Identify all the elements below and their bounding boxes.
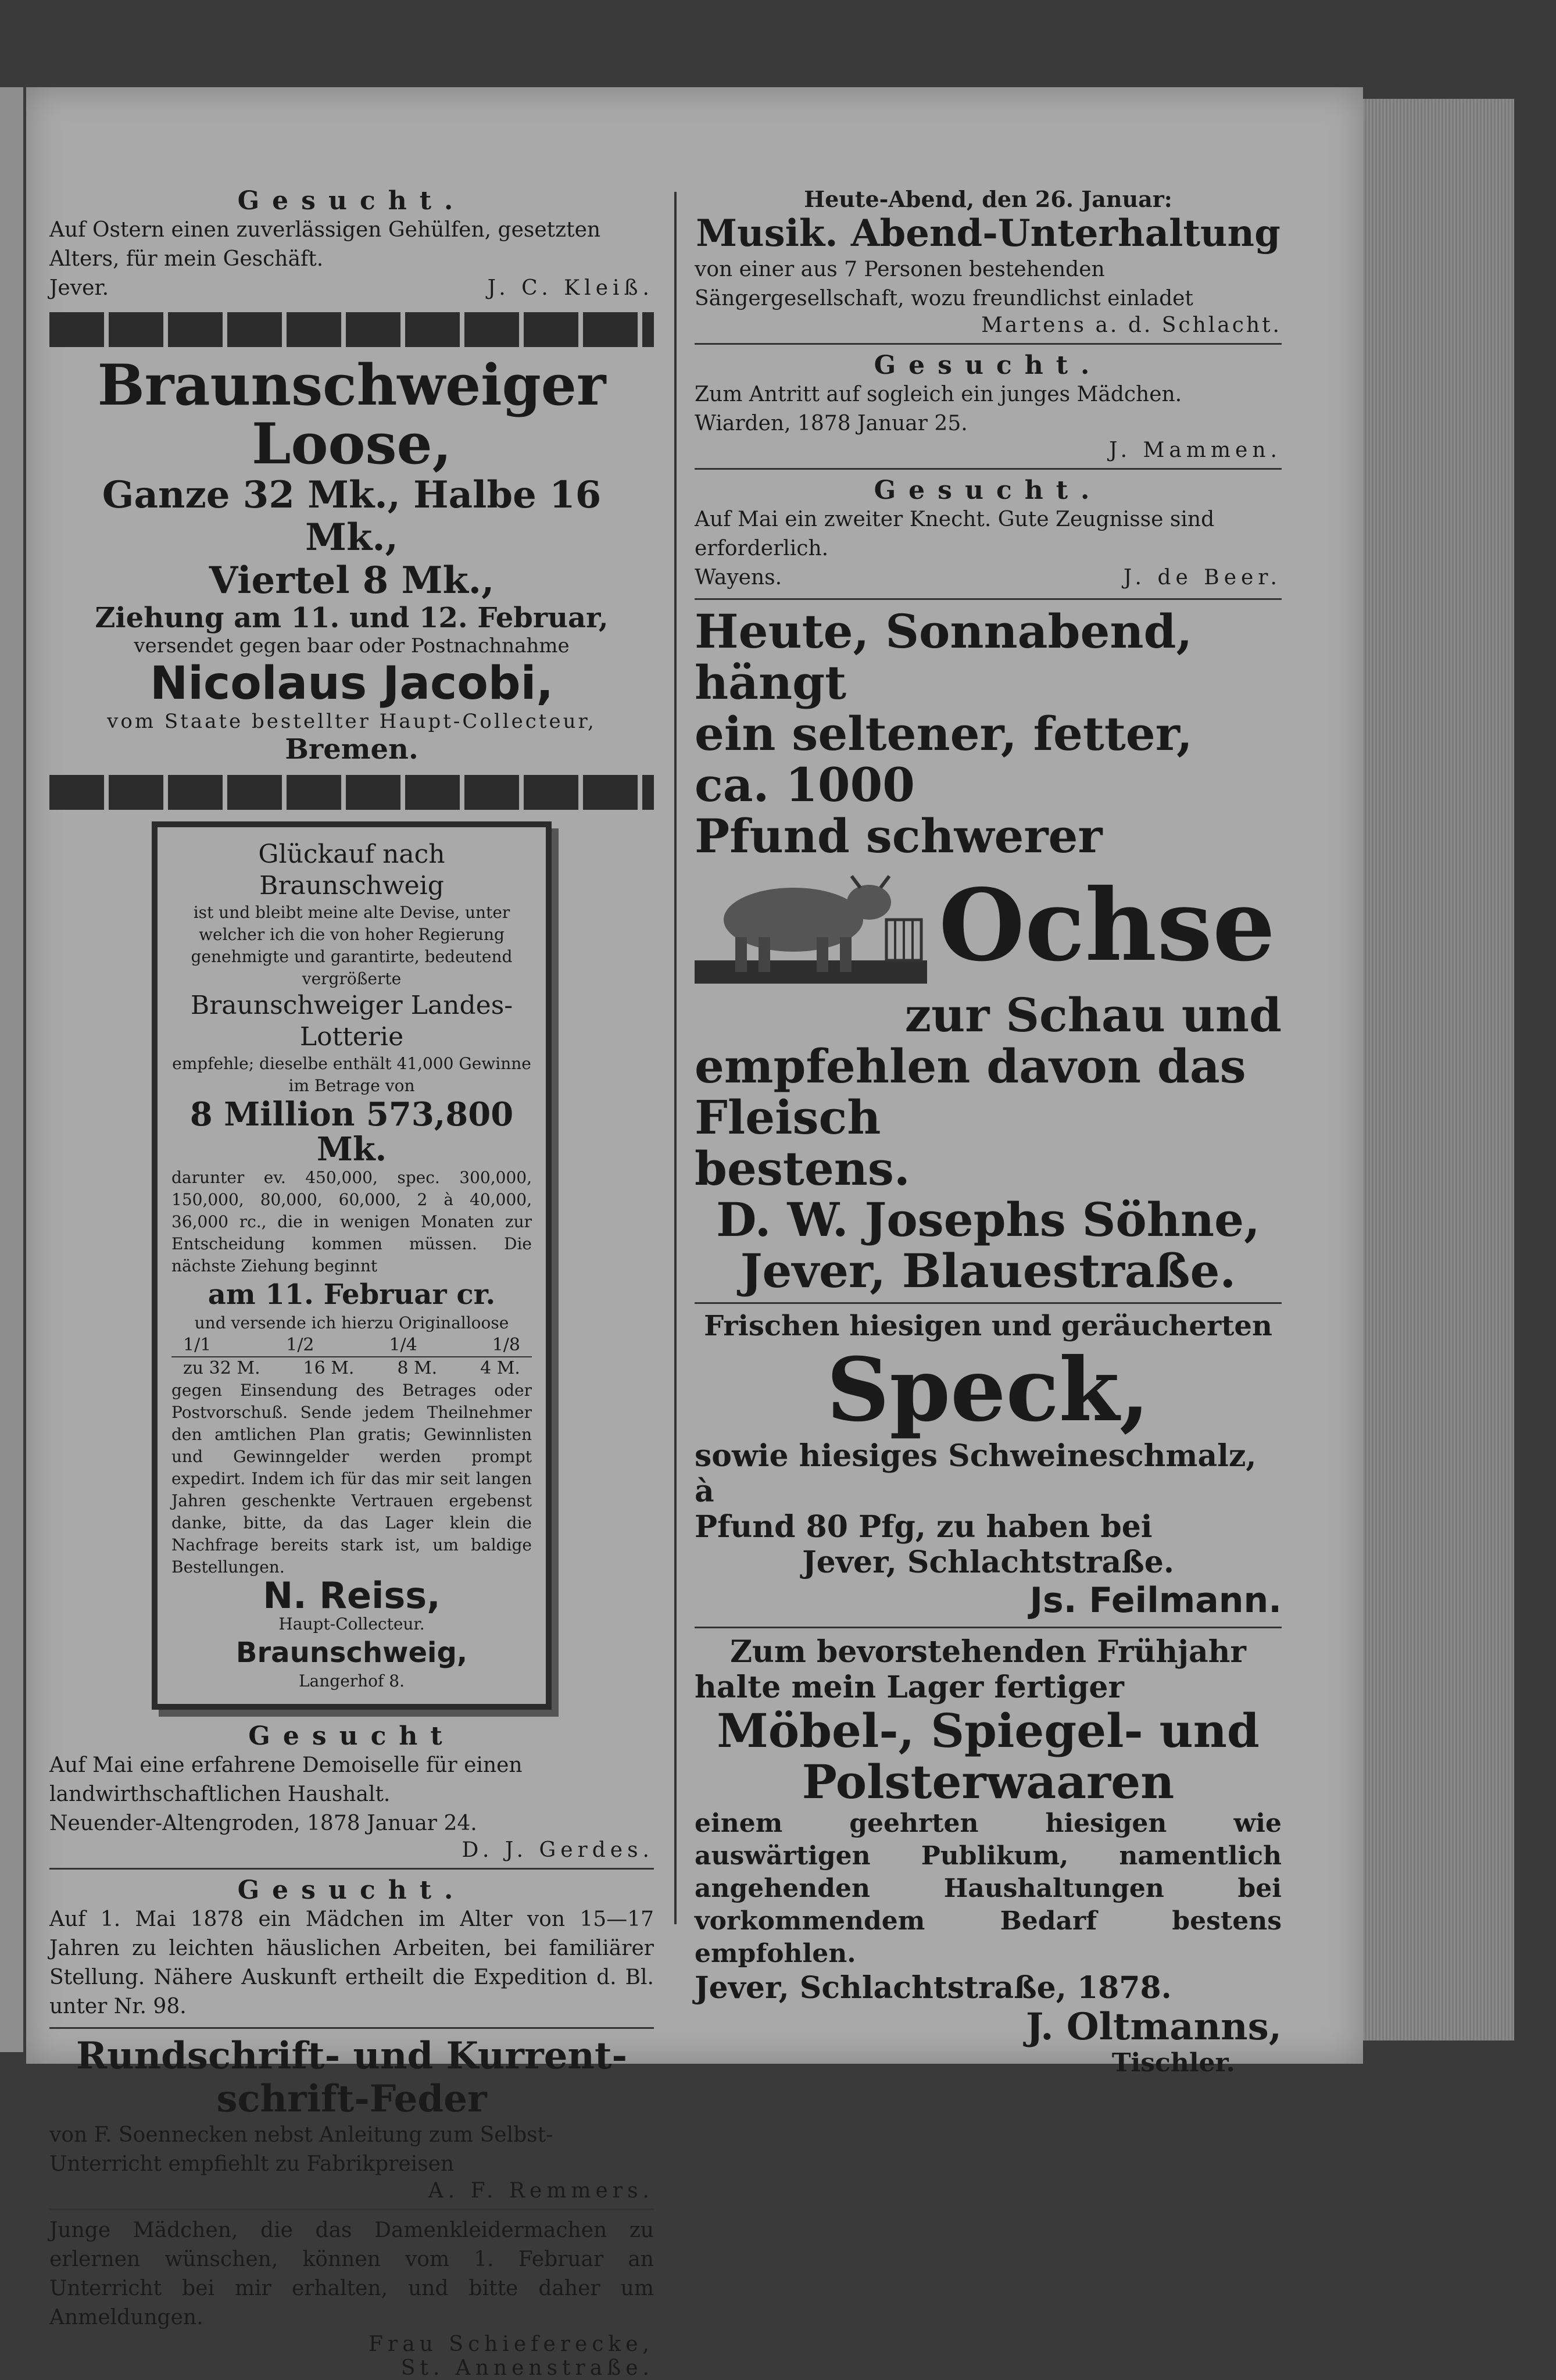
ad-title: Musik. Abend-Unterhaltung bbox=[696, 212, 1280, 255]
ad-line: halte mein Lager fertiger bbox=[695, 1669, 1124, 1705]
ad-feder bbox=[49, 2035, 654, 2202]
ox-illustration-icon bbox=[695, 862, 927, 989]
fraction: 1/1 bbox=[183, 1335, 212, 1356]
divider bbox=[49, 1868, 654, 1870]
fraction: 1/2 bbox=[286, 1335, 314, 1356]
divider bbox=[695, 1627, 1282, 1628]
ad-closing: gegen Einsendung des Betrages oder Postvorschuß. Sende jedem Theilnehmer den amtlichen Plan gratis; Gewinnlisten und Gewinngelder werden prompt expedirt. Indem ich für das mir seit langen Jahren geschenkte Vertrauen ergebenst danke, bitte, da das Lager klein die Nachfrage bereits stark ist, um baldige Bestellungen. bbox=[171, 1381, 532, 1577]
divider bbox=[49, 2209, 654, 2210]
ad-line: Zum bevorstehenden Frühjahr bbox=[730, 1634, 1246, 1670]
ad-city: Bremen. bbox=[285, 733, 418, 766]
ad-body: Auf Ostern einen zuverlässigen Gehülfen, gesetzten Alters, für mein Geschäft. bbox=[49, 218, 601, 271]
ad-signature: J. Mammen. bbox=[1108, 438, 1282, 462]
ad-title-line1: Rundschrift- und Kurrent- bbox=[76, 2034, 628, 2078]
ad-prices-quarter: Viertel 8 Mk., bbox=[209, 558, 495, 602]
ad-place: Jever, Schlachtstraße, 1878. bbox=[695, 1970, 1172, 2006]
ad-lottery-box bbox=[152, 821, 552, 1710]
ad-line: Pfund 80 Pfg, zu haben bei bbox=[695, 1509, 1153, 1545]
price: 16 M. bbox=[303, 1358, 355, 1379]
ad-heading: Gesucht. bbox=[237, 1875, 466, 1906]
ad-heading: Gesucht. bbox=[874, 350, 1103, 380]
divider bbox=[695, 598, 1282, 600]
ad-line: sowie hiesiges Schweineschmalz, à bbox=[695, 1438, 1257, 1509]
ad-line: bestens. bbox=[695, 1141, 910, 1196]
divider bbox=[695, 343, 1282, 345]
ad-signature: A. F. Remmers. bbox=[428, 2178, 654, 2203]
ad-draw-date: Ziehung am 11. und 12. Februar, bbox=[95, 602, 609, 635]
ad-big-word: Speck, bbox=[826, 1338, 1150, 1441]
ad-name: J. Oltmanns, bbox=[1025, 2004, 1282, 2049]
ad-line: Heute, Sonnabend, hängt bbox=[695, 603, 1193, 710]
ad-heading: Gesucht. bbox=[237, 186, 466, 216]
ad-name: N. Reiss, bbox=[263, 1574, 441, 1617]
ad-name: Nicolaus Jacobi, bbox=[149, 657, 553, 710]
ad-big-word: Ochse bbox=[939, 867, 1276, 984]
ad-body: Junge Mädchen, die das Damenkleidermachen zu erlernen wünschen, können vom 1. Februar an Unterricht bei mir erhalten, und bitte daher um Anmeldungen. bbox=[49, 2218, 654, 2329]
divider bbox=[49, 2027, 654, 2029]
ad-musik-abend bbox=[695, 186, 1282, 337]
ad-body: einem geehrten hiesigen wie auswärtigen Publikum, namentlich angehenden Haushaltungen bei vorkommendem Bedarf bestens empfohlen. bbox=[695, 1808, 1282, 1968]
ad-signature: Frau Schieferecke, bbox=[369, 2332, 654, 2356]
ad-gesucht-beer bbox=[695, 476, 1282, 592]
ad-line: empfehlen davon das Fleisch bbox=[695, 1038, 1246, 1145]
fraction: 1/8 bbox=[492, 1335, 520, 1356]
ad-body: Auf Mai eine erfahrene Demoiselle für einen landwirthschaftlichen Haushalt. bbox=[49, 1753, 523, 1807]
ad-ochse bbox=[695, 603, 1282, 1298]
ad-big-line: Polsterwaaren bbox=[802, 1754, 1175, 1809]
price: 8 M. bbox=[397, 1358, 438, 1379]
ad-gesucht-mammen bbox=[695, 351, 1282, 462]
ad-signature: J. de Beer. bbox=[1123, 565, 1282, 589]
price: zu 32 M. bbox=[183, 1358, 260, 1379]
fraction: 1/4 bbox=[389, 1335, 417, 1356]
ad-detail: darunter ev. 450,000, spec. 300,000, 150,000, 80,000, 60,000, 2 à 40,000, 36,000 rc., die in wenigen Monaten zur Entscheidung kommen müssen. Die nächste Ziehung beginnt bbox=[171, 1168, 532, 1276]
column-divider bbox=[674, 192, 677, 1924]
ad-role: vom Staate bestellter Haupt-Collecteur, bbox=[107, 710, 596, 734]
ad-city: Braunschweig, bbox=[235, 1636, 468, 1670]
ad-signature: D. J. Gerdes. bbox=[462, 1838, 654, 1863]
ad-date: am 11. Februar cr. bbox=[208, 1278, 496, 1311]
ad-line: Pfund schwerer bbox=[695, 808, 1103, 863]
ad-shipping: versendet gegen baar oder Postnachnahme bbox=[134, 634, 570, 658]
ad-body: Auf 1. Mai 1878 ein Mädchen im Alter von 15—17 Jahren zu leichten häuslichen Arbeiten, bei familiärer Stellung. Nähere Auskunft ertheilt die Expedition d. Bl. unter Nr. 98. bbox=[49, 1907, 654, 2019]
ad-gesucht-gerdes bbox=[49, 1721, 654, 1862]
ad-line: Frischen hiesigen und geräucherten bbox=[704, 1309, 1272, 1342]
ad-name: D. W. Josephs Söhne, bbox=[716, 1192, 1260, 1247]
price-row bbox=[171, 1356, 532, 1380]
ad-place: Wayens. bbox=[695, 565, 782, 589]
ad-line: ein seltener, fetter, ca. 1000 bbox=[695, 706, 1193, 812]
ad-amount: 8 Million 573,800 Mk. bbox=[189, 1095, 514, 1169]
ad-place: Wiarden, 1878 Januar 25. bbox=[695, 411, 968, 435]
right-column bbox=[695, 186, 1282, 2078]
ad-heading: Gesucht. bbox=[874, 475, 1103, 505]
fraction-row bbox=[171, 1334, 532, 1356]
left-column bbox=[49, 186, 654, 2380]
ad-heading: Gesucht bbox=[248, 1721, 455, 1752]
ad-lottery-name: Braunschweiger Landes-Lotterie bbox=[190, 991, 513, 1052]
price: 4 M. bbox=[480, 1358, 520, 1379]
ad-body: von F. Soennecken nebst Anleitung zum Selbst-Unterricht empfiehlt zu Fabrikpreisen bbox=[49, 2122, 553, 2176]
ad-title: Glückauf nach Braunschweig bbox=[258, 839, 445, 901]
ad-body: von einer aus 7 Personen bestehenden Sängergesellschaft, wozu freundlichst einladet bbox=[695, 257, 1193, 310]
ad-moebel bbox=[695, 1634, 1282, 2078]
ad-body: Zum Antritt auf sogleich ein junges Mädchen. bbox=[695, 382, 1182, 406]
ad-big-line: Möbel-, Spiegel- und bbox=[717, 1703, 1260, 1758]
ad-signature: Martens a. d. Schlacht. bbox=[981, 313, 1282, 337]
ad-name: Js. Feilmann. bbox=[1029, 1579, 1282, 1621]
ad-signature: J. C. Kleiß. bbox=[487, 276, 654, 300]
ad-place: Jever, Schlachtstraße. bbox=[802, 1544, 1174, 1580]
ad-gesucht-maedchen bbox=[49, 1875, 654, 2021]
ad-intro: Heute-Abend, den 26. Januar: bbox=[804, 186, 1172, 212]
divider bbox=[695, 1302, 1282, 1304]
page-stack-edge bbox=[1363, 99, 1514, 2040]
ad-street: St. Annenstraße. bbox=[400, 2356, 654, 2380]
ad-prices: Ganze 32 Mk., Halbe 16 Mk., bbox=[102, 473, 602, 560]
divider bbox=[695, 468, 1282, 470]
ad-speck bbox=[695, 1310, 1282, 1621]
ornamental-bar bbox=[49, 312, 654, 347]
ad-body: Auf Mai ein zweiter Knecht. Gute Zeugnisse sind erforderlich. bbox=[695, 507, 1215, 560]
ad-role: Haupt-Collecteur. bbox=[278, 1614, 425, 1634]
ad-place: Jever, Blauestraße. bbox=[740, 1243, 1236, 1298]
ad-damenkleider bbox=[49, 2216, 654, 2380]
ad-send: und versende ich hierzu Originalloose bbox=[194, 1313, 509, 1333]
ad-street: Langerhof 8. bbox=[298, 1671, 405, 1691]
ad-place: Jever. bbox=[49, 276, 109, 300]
ad-mid: empfehle; dieselbe enthält 41,000 Gewinne im Betrage von bbox=[172, 1054, 531, 1096]
ad-braunschweiger-loose bbox=[49, 352, 654, 766]
ad-place: Neuender-Altengroden, 1878 Januar 24. bbox=[49, 1811, 477, 1836]
ad-title: Braunschweiger Loose, bbox=[97, 352, 606, 477]
ad-role: Tischler. bbox=[1111, 2048, 1235, 2078]
ad-gesucht-kleiss bbox=[49, 186, 654, 303]
ad-intro: ist und bleibt meine alte Devise, unter welcher ich die von hoher Regierung genehmigte und garantirte, bedeutend vergrößerte bbox=[191, 903, 513, 989]
previous-page-edge bbox=[0, 87, 23, 2052]
ad-line: zur Schau und bbox=[904, 987, 1282, 1042]
ornamental-bar bbox=[49, 775, 654, 810]
ad-title-line2: schrift-Feder bbox=[216, 2077, 487, 2121]
